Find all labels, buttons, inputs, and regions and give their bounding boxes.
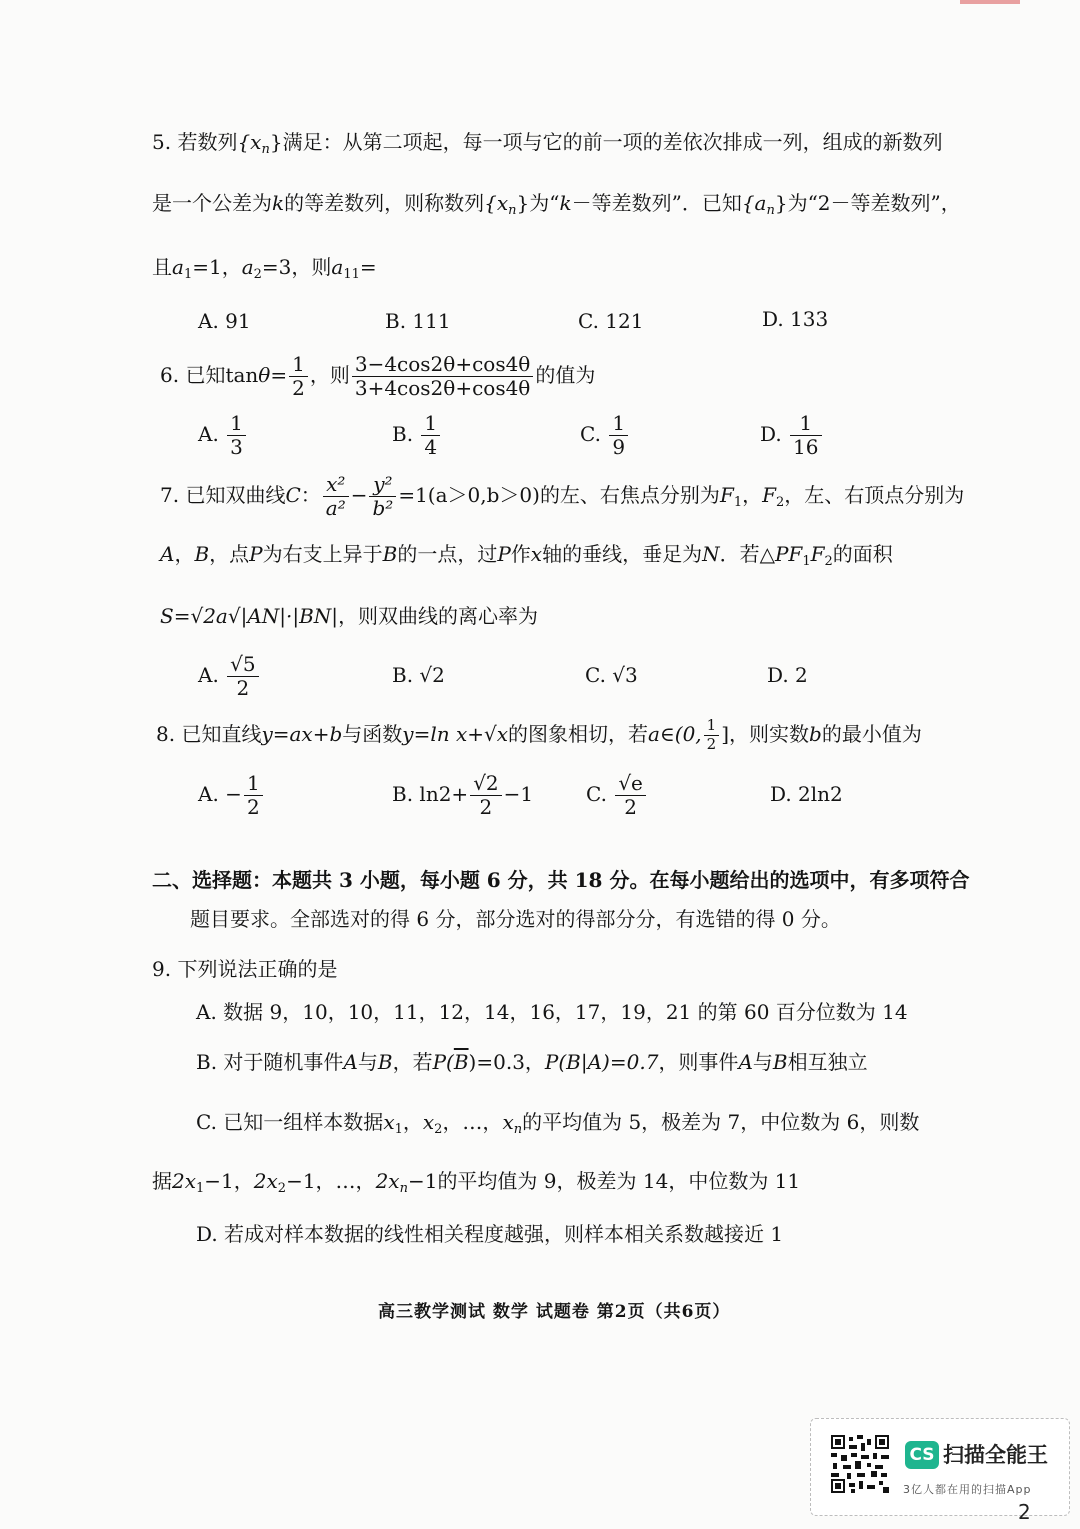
q9-stem: 9. 下列说法正确的是 — [152, 957, 338, 981]
q8-option-a: A. − $\frac{1}{2}$ — [198, 768, 265, 820]
q5-option-b: B. 111 — [385, 309, 451, 333]
q7-line3: S=√2a√|AN|·|BN|，则双曲线的离心率为 — [160, 604, 539, 628]
q9-option-d: D. 若成对样本数据的线性相关程度越强，则样本相关系数越接近 1 — [196, 1222, 784, 1246]
q6-option-b: B. $\frac{1}{4}$ — [392, 410, 442, 458]
camscanner-tagline: 3亿人都在用的扫描App — [903, 1483, 1032, 1496]
q6-option-c: C. $\frac{1}{9}$ — [580, 410, 630, 458]
q7-option-a: A. $\frac{√5}{2}$ — [198, 650, 261, 700]
q5-option-a: A. 91 — [198, 309, 251, 333]
q5-line1: 5. 若数列$\{x_n\}$满足：从第二项起，每一项与它的前一项的差依次排成一列，组成的新数列 — [152, 130, 943, 157]
q6-fraction-expression: $\frac{3-4\cos 2\theta+\cos 4\theta}{3+4\cos 2\theta+\cos 4\theta}$ — [352, 354, 534, 399]
q5-option-d: D. 133 — [762, 307, 829, 331]
q9-option-a: A. 数据 9，10，10，11，12，14，16，17，19，21 的第 60 百分位数为 14 — [196, 1000, 908, 1024]
q8-option-c: C. $\frac{√e}{2}$ — [586, 768, 648, 820]
q7-option-d: D. 2 — [767, 663, 808, 687]
page-number: 2 — [1018, 1500, 1031, 1524]
q9-option-c-line1: C. 已知一组样本数据$x_1$，$x_2$，…，$x_n$的平均值为 5，极差为 7，中位数为 6，则数 — [196, 1110, 920, 1137]
q9-option-b: B. 对于随机事件A与B，若$P(\overline{B})=0.3$，P(B|A)=0.7，则事件A与B相互独立 — [196, 1050, 868, 1074]
camscanner-logo: CS — [905, 1441, 939, 1469]
q8-stem: 8. 已知直线y=ax+b与函数y=ln x+√x的图象相切，若a∈(0, $\frac{1}{2}$ ]，则实数b的最小值为 — [156, 716, 922, 753]
q7-line1: 7. 已知双曲线C： $\frac{\text{x²}}{\text{a²}}$ − $\frac{\text{y²}}{\text{b²}}$ =1(a＞0,b＞0)的左、右焦点分别为$F_1$，$F_2$，左、右顶点分别为 — [160, 472, 965, 520]
q7-option-c: C. √3 — [585, 663, 638, 687]
scan-mark — [960, 0, 1020, 4]
q6-option-d: D. $\frac{1}{16}$ — [760, 410, 824, 458]
q8-option-b: B. ln2+ $\frac{√2}{2}$ −1 — [392, 771, 534, 819]
q8-option-d: D. 2ln2 — [770, 782, 843, 806]
qr-code-icon — [831, 1435, 889, 1493]
q7-line2: A，B，点P为右支上异于B的一点，过P作x轴的垂线，垂足为N．若$\triangle PF_1F_2$的面积 — [160, 542, 893, 569]
q6-fraction-half: $\frac{1}{2}$ — [289, 354, 308, 399]
q5-option-c: C. 121 — [578, 309, 644, 333]
q6-option-a: A. $\frac{1}{3}$ — [198, 410, 248, 458]
section2-heading-line2: 题目要求。全部选对的得 6 分，部分选对的得部分分，有选错的得 0 分。 — [190, 907, 841, 931]
q7-option-b: B. √2 — [392, 663, 445, 687]
q6-stem: 6. 已知tanθ= $\frac{1}{2}$ ，则 $\frac{3-4\cos 2\theta+\cos 4\theta}{3+4\cos 2\theta+\cos 4\theta}$ 的值为 — [160, 352, 596, 400]
q5-line2: 是一个公差为k的等差数列，则称数列$\{x_n\}$为“k－等差数列”．已知$\{a_n\}$为“2－等差数列”， — [152, 191, 961, 218]
scanner-watermark — [810, 1418, 1070, 1516]
q9-option-c-line2: 据$2x_1-1$，$2x_2-1$，…，$2x_n-1$的平均值为 9，极差为 14，中位数为 11 — [152, 1169, 801, 1196]
camscanner-name: 扫描全能王 — [943, 1443, 1048, 1467]
q5-line3: 且$a_1=1$，$a_2=3$，则$a_{11}=$ — [152, 255, 377, 282]
page-footer: 高三教学测试 数学 试题卷 第2页（共6页） — [378, 1302, 731, 1322]
section2-heading-line1: 二、选择题：本题共 3 小题，每小题 6 分，共 18 分。在每小题给出的选项中，有多项符合 — [152, 868, 970, 892]
